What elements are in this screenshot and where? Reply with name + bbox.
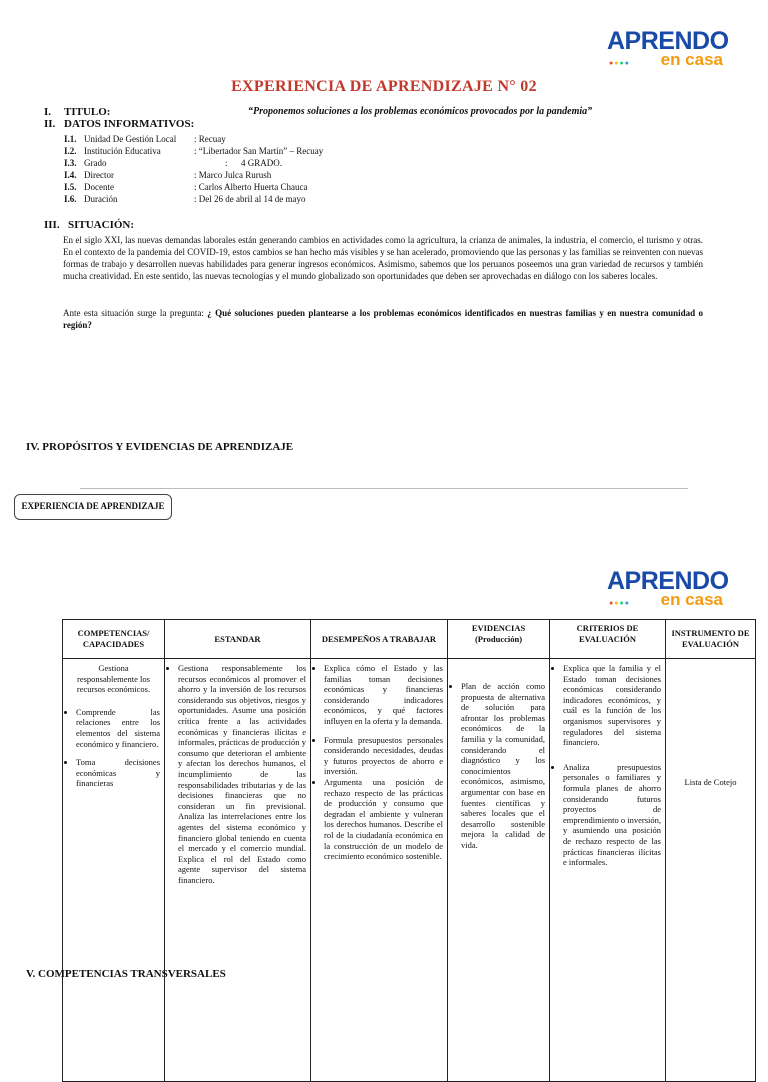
header-competencias: COMPETENCIAS/ CAPACIDADES — [63, 620, 165, 659]
page-title: EXPERIENCIA DE APRENDIZAJE N° 02 — [231, 78, 537, 95]
logo-dots: ●●●● — [609, 59, 630, 67]
cell-instrumento — [666, 659, 756, 1082]
section-2-num: II. — [44, 118, 56, 130]
evidencia-text: • Plan de acción como propuesta de alternativa de solución para afrontar los problemas económicos de la familia y la comunidad, considerando el diagnóstico y los conocimientos económicos, asimismo, argumentar con base en fuentes científicas y saberes locales que el desarrollo sostenible mejora la calidad de vida. — [461, 681, 545, 851]
desempeno-item: • Explica cómo el Estado y las familias toman decisiones económicas y financieras considerando indicadores económicos, y qué factores influyen en la oferta y la demanda. — [324, 663, 443, 727]
logo-line1: APRENDO — [607, 567, 729, 595]
criterio-item: • Explica que la familia y el Estado toman decisiones económicas considerando indicadores económicos, y cuál es la función de los organismos supervisores y reguladores del sistema financiero. — [563, 663, 661, 748]
header-estandar: ESTANDAR — [165, 620, 311, 659]
section-2-label: DATOS INFORMATIVOS: — [64, 118, 195, 130]
dato-label: Grado — [84, 158, 107, 168]
table-row — [63, 659, 756, 1082]
cell-evidencias — [448, 659, 550, 1082]
question-text: ¿ Qué soluciones pueden plantearse a los problemas económicos identificados en nuestras familias y en nuestra comunidad o región? — [63, 308, 703, 330]
dato-num: I.3. — [64, 158, 77, 168]
table-header-row — [63, 620, 756, 659]
question-intro: Ante esta situación surge la pregunta: — [63, 308, 208, 318]
dato-value: : Del 26 de abril al 14 de mayo — [194, 194, 306, 204]
capacidad-item: • Comprende las relaciones entre los elementos del sistema económico y financiero. — [76, 707, 160, 749]
logo-line1: APRENDO — [607, 27, 729, 55]
divider — [80, 488, 688, 489]
cell-desempenos — [311, 659, 448, 1082]
section-3-label: SITUACIÓN: — [68, 219, 135, 231]
header-instrumento: INSTRUMENTO DE EVALUACIÓN — [666, 620, 756, 659]
header-criterios: CRITERIOS DE EVALUACIÓN — [550, 620, 666, 659]
section-5-heading: V. COMPETENCIAS TRANSVERSALES — [26, 968, 226, 980]
header-evidencias: EVIDENCIAS (Producción) — [448, 620, 550, 659]
dato-num: I.1. — [64, 134, 77, 144]
experience-box-text: EXPERIENCIA DE APRENDIZAJE — [21, 501, 165, 511]
dato-value: : “Libertador San Martín” – Recuay — [194, 146, 324, 156]
aprendo-en-casa-logo — [607, 568, 727, 612]
experience-box — [14, 494, 172, 520]
dato-num: I.2. — [64, 146, 77, 156]
logo-dots: ●●●● — [609, 599, 630, 607]
cell-competencias — [63, 659, 165, 1082]
desempeno-item: • Formula presupuestos personales considerando necesidades, deudas y futuros proyectos de ahorro e inversión. — [324, 735, 443, 777]
aprendo-en-casa-logo — [607, 28, 727, 72]
dato-label: Director — [84, 170, 114, 180]
dato-value: : 4 GRADO. — [225, 158, 283, 168]
instrumento-text: Lista de Cotejo — [684, 777, 737, 787]
section-3-num: III. — [44, 219, 60, 231]
dato-label: Unidad De Gestión Local — [84, 134, 177, 144]
cell-estandar — [165, 659, 311, 1082]
dato-num: I.5. — [64, 182, 77, 192]
dato-num: I.6. — [64, 194, 77, 204]
dato-label: Docente — [84, 182, 114, 192]
cell-criterios — [550, 659, 666, 1082]
competencia-title: Gestiona responsablemente los recursos económicos. — [76, 663, 151, 695]
desempeno-item: • Argumenta una posición de rechazo respecto de las prácticas de producción y consumo que degradan el ambiente y vulneran los derechos humanos. Describe el rol de la ciudadanía económica en la construcción de un modelo de crecimiento económico sostenible. — [324, 777, 443, 862]
dato-value: : Carlos Alberto Huerta Chauca — [194, 182, 308, 192]
dato-value: : Recuay — [194, 134, 226, 144]
section-1-label: TITULO: — [64, 106, 111, 118]
dato-value: : Marco Julca Rurush — [194, 170, 272, 180]
section-4-heading: IV. PROPÓSITOS Y EVIDENCIAS DE APRENDIZAJE — [26, 441, 294, 453]
experience-title: “Proponemos soluciones a los problemas económicos provocados por la pandemia” — [248, 106, 593, 117]
dato-num: I.4. — [64, 170, 77, 180]
logo-line2: en casa — [660, 50, 723, 69]
criterio-item: • Analiza presupuestos personales o familiares y formula planes de ahorro considerando futuros proyectos de emprendimiento o inversión, y asumiendo una posición de rechazo respecto de las prácticas financieras ilícitas e informales. — [563, 762, 661, 868]
dato-label: Institución Educativa — [84, 146, 161, 156]
section-1-num: I. — [44, 106, 52, 118]
competencies-table — [62, 619, 756, 1082]
situation-question — [63, 307, 703, 331]
logo-line2: en casa — [660, 590, 723, 609]
capacidad-item: • Toma decisiones económicas y financieras — [76, 757, 160, 789]
situation-paragraph: En el siglo XXI, las nuevas demandas laborales están generando cambios en actividades como la agricultura, la crianza de animales, la industria, el comercio, el turismo y otras. En el contexto de la pandemia del COVID-19, estos cambios se han hecho más visibles y se han acelerado, promoviendo que las personas y las familias se reinventen con nuevas formas de trabajo y desarrollen nuevas habilidades para generar ingresos económicos. Asimismo, sabemos que los peruanos poseemos una gran variedad de recursos y también mucha creatividad. En este sentido, las nuevas tecnologías y el mundo globalizado son oportunidades que deben ser aprovechadas en diálogo con los saberes locales. — [63, 235, 703, 281]
estandar-text: • Gestiona responsablemente los recursos económicos al promover el ahorro y la inversión de los recursos considerando sus objetivos, riesgos y oportunidades. Asume una posición crítica frente a las actividades económicas y financieras ilícitas e informales, prácticas de producción y consumo que deterioran el ambiente y afectan los derechos humanos, el incumplimiento de las responsabilidades tributarias y de las decisiones financieras que no consideran un fin previsional. Analiza las interrelaciones entre los agentes del sistema económico y financiero global teniendo en cuenta el mercado y el comercio mundial. Explica el rol del Estado como agente supervisor del sistema financiero. — [178, 663, 306, 885]
header-desempenos: DESEMPEÑOS A TRABAJAR — [311, 620, 448, 659]
dato-label: Duración — [84, 194, 118, 204]
